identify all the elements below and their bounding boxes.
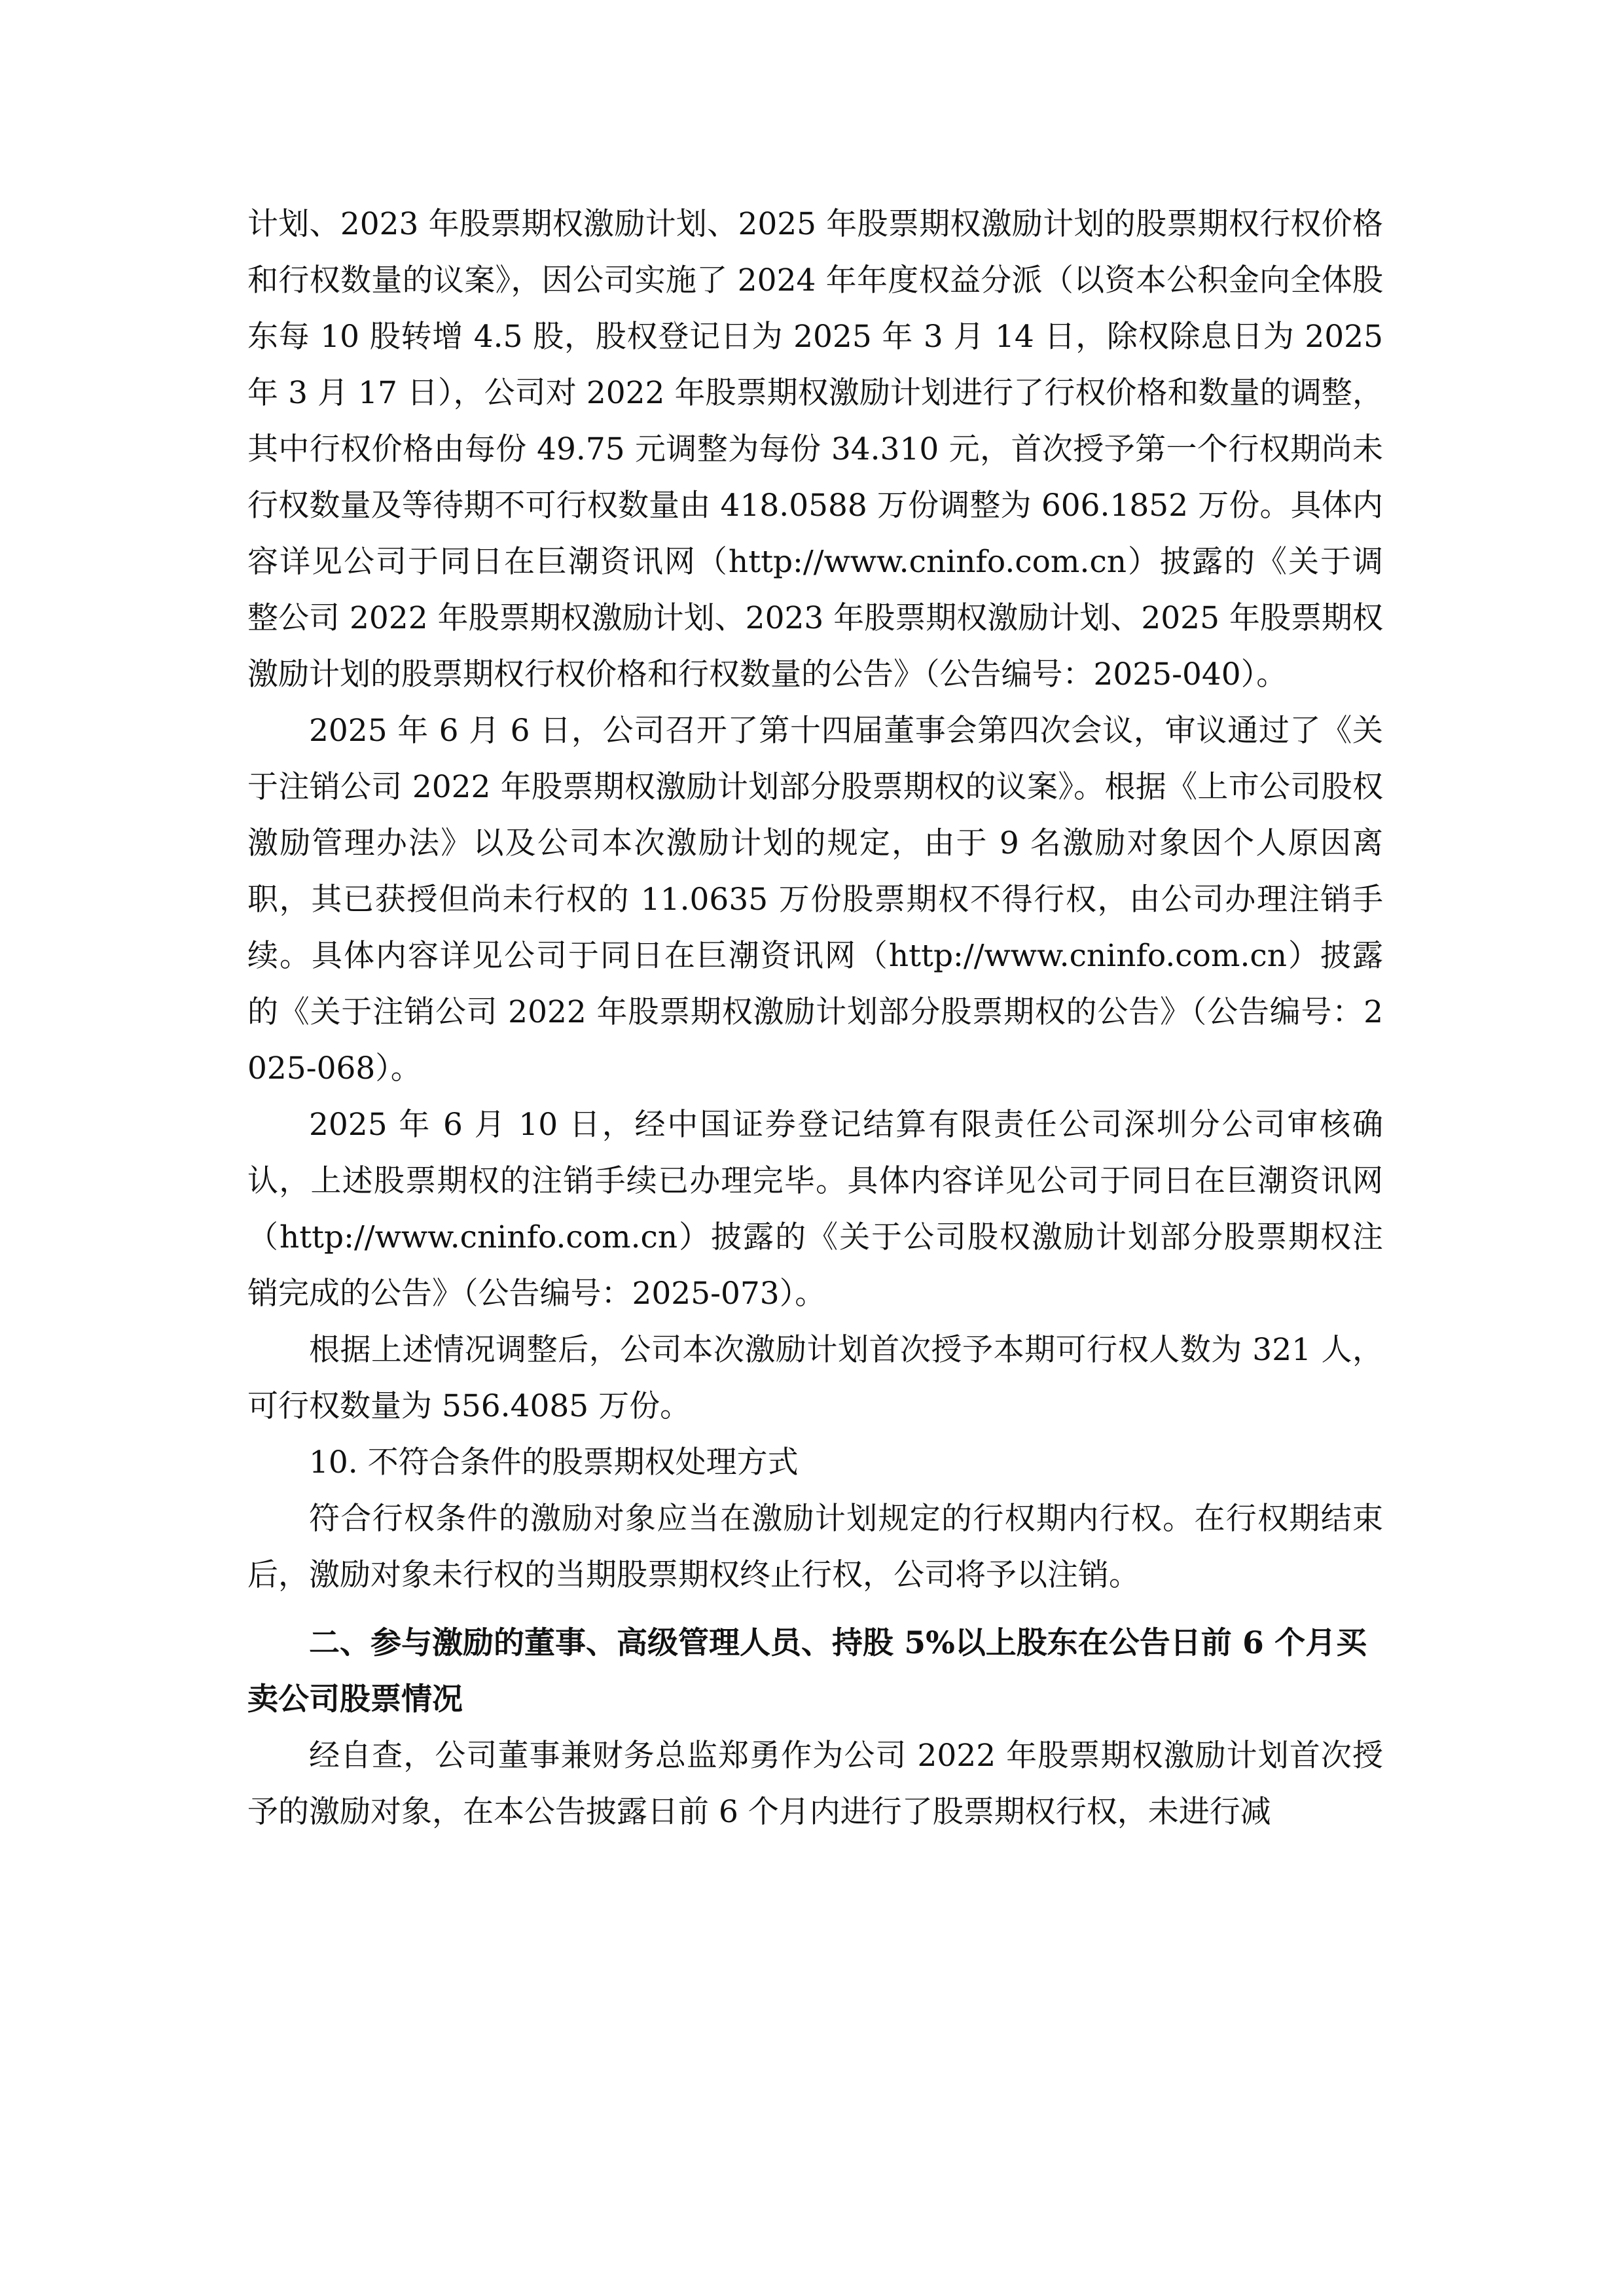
paragraph-cancellation-completed: 2025 年 6 月 10 日，经中国证券登记结算有限责任公司深圳分公司审核确认，上述股票期权的注销手续已办理完毕。具体内容详见公司于同日在巨潮资讯网（http://www.cninfo.com.cn）披露的《关于公司股权激励计划部分股票期权注销完成的公告》（公告编号：2025-073）。 [247,1107,1383,1312]
paragraph-continued: 计划、2023 年股票期权激励计划、2025 年股票期权激励计划的股票期权行权价格和行权数量的议案》，因公司实施了 2024 年年度权益分派（以资本公积金向全体股东每 10 股转增 4.5 股，股权登记日为 2025 年 3 月 14 日，除权除息日为 2025 年 3 月 17 日），公司对 2022 年股票期权激励计划进行了行权价格和数量的调整，其中行权价格由每份 49.75 元调整为每份 34.310 元，首次授予第一个行权期尚未行权数量及等待期不可行权数量由 418.0588 万份调整为 606.1852 万份。具体内容详见公司于同日在巨潮资讯网（http://www.cninfo.com.cn）披露的《关于调整公司 2022 年股票期权激励计划、2023 年股票期权激励计划、2025 年股票期权激励计划的股票期权行权价格和行权数量的公告》（公告编号：2025-040）。 [247,206,1383,692]
paragraph-unqualified-handling: 符合行权条件的激励对象应当在激励计划规定的行权期内行权。在行权期结束后，激励对象未行权的当期股票期权终止行权，公司将予以注销。 [247,1501,1383,1593]
section-heading-2: 二、参与激励的董事、高级管理人员、持股 5%以上股东在公告日前 6 个月买卖公司股票情况 [247,1625,1367,1717]
paragraph-adjusted-exercise: 根据上述情况调整后，公司本次激励计划首次授予本期可行权人数为 321 人，可行权数量为 556.4085 万份。 [247,1332,1383,1424]
item-heading-10: 10. 不符合条件的股票期权处理方式 [309,1444,799,1480]
paragraph-cancellation-resolution: 2025 年 6 月 6 日，公司召开了第十四届董事会第四次会议，审议通过了《关于注销公司 2022 年股票期权激励计划部分股票期权的议案》。根据《上市公司股权激励管理办法》以及公司本次激励计划的规定，由于 9 名激励对象因个人原因离职，其已获授但尚未行权的 11.0635 万份股票期权不得行权，由公司办理注销手续。具体内容详见公司于同日在巨潮资讯网（http://www.cninfo.com.cn）披露的《关于注销公司 2022 年股票期权激励计划部分股票期权的公告》（公告编号：2025-068）。 [247,713,1383,1086]
paragraph-self-check: 经自查，公司董事兼财务总监郑勇作为公司 2022 年股票期权激励计划首次授予的激励对象，在本公告披露日前 6 个月内进行了股票期权行权，未进行减 [247,1738,1383,1830]
document-page [247,196,1383,1840]
